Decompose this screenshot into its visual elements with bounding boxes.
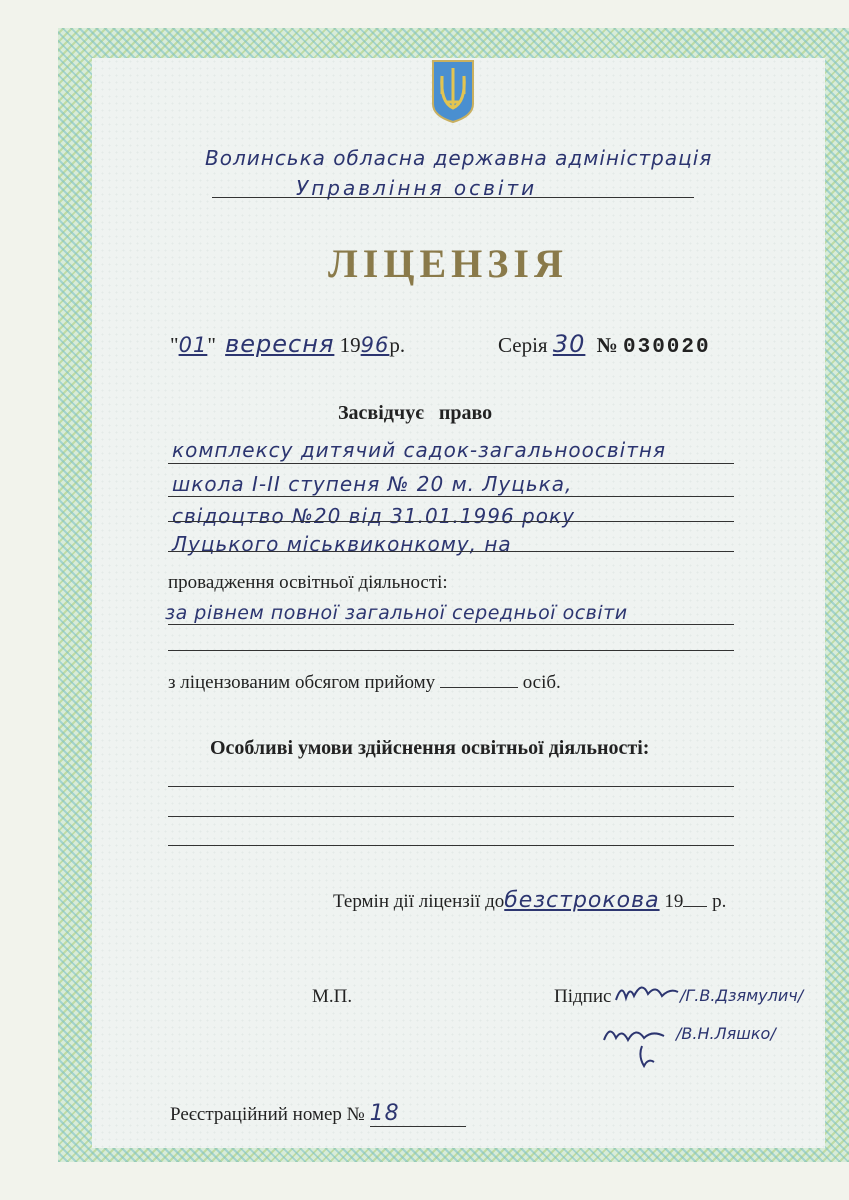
date-day: 01 <box>178 333 208 357</box>
term-year-blank <box>683 906 707 907</box>
license-term <box>333 888 726 913</box>
signature-1-icon <box>612 978 682 1008</box>
admission-suffix: осіб. <box>522 672 561 693</box>
date-year-suffix: 96 <box>360 333 390 357</box>
special-conditions-label: Особливі умови здійснення освітньої діяльності: <box>210 737 650 759</box>
authority-name: Волинська обласна державна адміністрація <box>205 146 713 170</box>
signer-2: /В.Н.Ляшко/ <box>676 1024 776 1043</box>
holder-underline-2 <box>168 496 734 497</box>
admission-line <box>168 672 561 694</box>
activity-underline-1 <box>168 624 734 625</box>
conditions-line-3 <box>168 845 734 846</box>
holder-underline-1 <box>168 463 734 464</box>
department-name: Управління освіти <box>296 176 538 200</box>
holder-line-1: комплексу дитячий садок-загальноосвітня <box>172 438 666 462</box>
stamp-label: М.П. <box>312 986 353 1007</box>
term-label: Термін дії ліцензії до <box>333 891 505 912</box>
activity-underline-2 <box>168 650 734 651</box>
signature-2-icon <box>598 1018 672 1070</box>
department-underline <box>212 197 694 198</box>
signer-1: /Г.В.Дзямулич/ <box>680 986 804 1005</box>
term-value: безстрокова <box>504 888 660 913</box>
term-year-unit: р. <box>712 891 727 912</box>
issue-date <box>170 330 405 358</box>
holder-underline-3 <box>168 521 734 522</box>
date-year-prefix: 19 <box>339 333 361 357</box>
admission-blank <box>440 687 518 688</box>
date-quote-close: " <box>207 333 216 357</box>
conditions-line-1 <box>168 786 734 787</box>
admission-prefix: з ліцензованим обсягом прийому <box>168 672 436 693</box>
holder-line-2: школа І-ІІ ступеня № 20 м. Луцька, <box>172 472 573 496</box>
conditions-line-2 <box>168 816 734 817</box>
trident-emblem-icon <box>430 58 476 124</box>
certifies-label: Засвідчує право <box>338 402 493 424</box>
license-number: 030020 <box>622 336 711 359</box>
registration-number <box>170 1101 466 1127</box>
holder-line-3: свідоцтво №20 від 31.01.1996 року <box>172 504 575 528</box>
activity-value: за рівнем повної загальної середньої освіти <box>165 602 628 624</box>
term-year: 19 <box>664 891 684 912</box>
registration-label: Реєстраційний номер № <box>170 1104 365 1125</box>
holder-line-4: Луцького міськвиконкому, на <box>172 532 512 556</box>
series-number <box>498 330 711 359</box>
series-value: 30 <box>552 330 586 358</box>
date-month: вересня <box>225 330 335 358</box>
activity-label: провадження освітньої діяльності: <box>168 572 448 593</box>
document-title: ЛІЦЕНЗІЯ <box>328 241 568 286</box>
date-year-unit: р. <box>389 333 406 357</box>
holder-underline-4 <box>168 551 734 552</box>
signature-label: Підпис <box>554 986 612 1007</box>
registration-value: 18 <box>370 1101 466 1127</box>
date-quote-open: " <box>170 333 179 357</box>
number-label: № <box>596 333 618 357</box>
series-label: Серія <box>498 333 548 357</box>
